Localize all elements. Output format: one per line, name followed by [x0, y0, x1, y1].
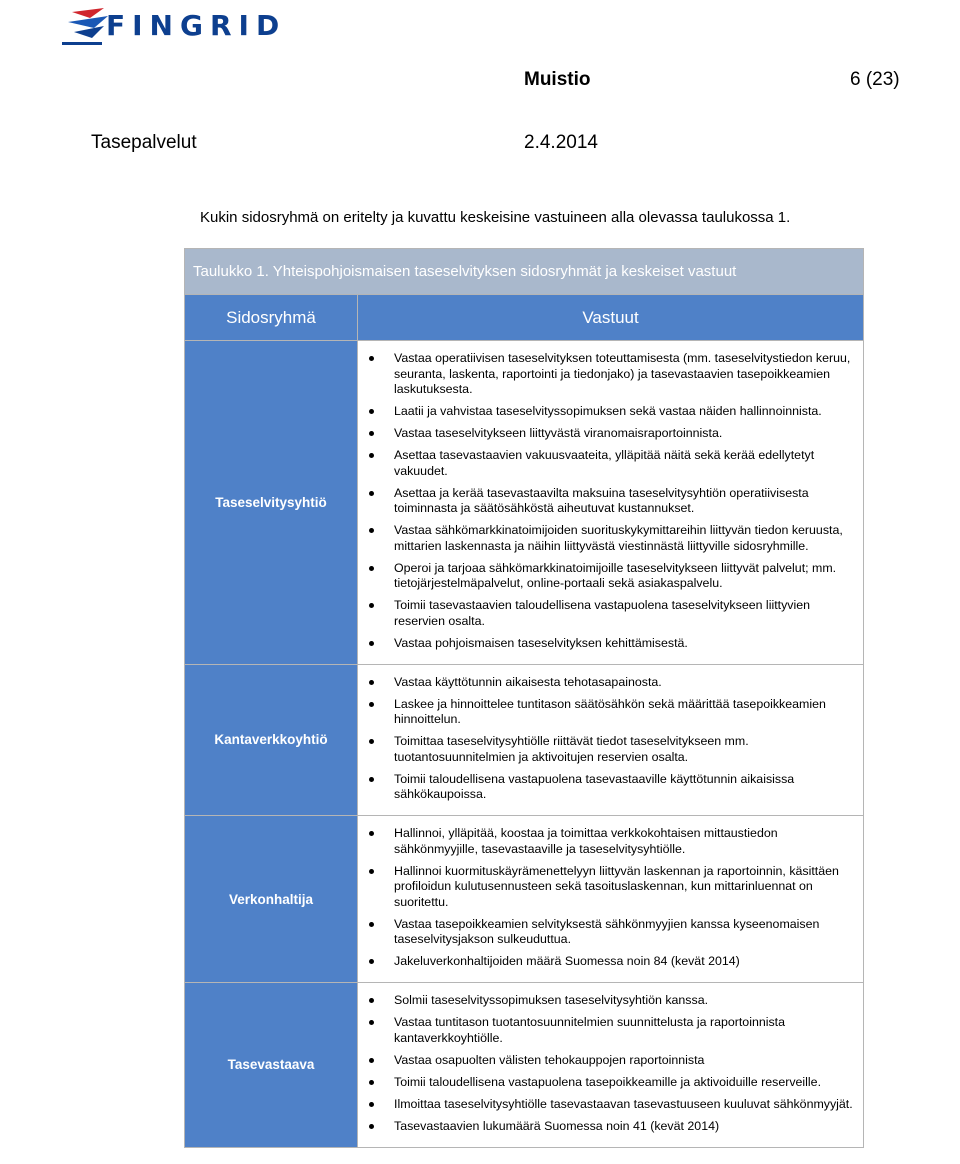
- responsibility-table: [184, 248, 864, 1148]
- list-item: Toimii taloudellisena vastapuolena tasepoikkeamille ja aktivoiduille reserveille.: [394, 1075, 855, 1091]
- list-item: Toimittaa taseselvitysyhtiölle riittävät tiedot taseselvitykseen mm. tuotantosuunnitelmien ja aktivoitujen reservien osalta.: [394, 734, 855, 765]
- list-item: Toimii tasevastaavien taloudellisena vastapuolena taseselvitykseen liittyvien reservien osalta.: [394, 598, 855, 629]
- table-caption: Taulukko 1. Yhteispohjoismaisen taseselvityksen sidosryhmät ja keskeiset vastuut: [185, 249, 864, 295]
- group-name: Taseselvitysyhtiö: [185, 341, 358, 665]
- group-name: Verkonhaltija: [185, 816, 358, 983]
- table-row: [185, 341, 864, 665]
- list-item: Asettaa ja kerää tasevastaavilta maksuina taseselvitysyhtiön operatiivisesta toiminnasta ja säätösähköstä aiheutuvat kustannukset.: [394, 486, 855, 517]
- logo-wordmark: FINGRID: [106, 9, 287, 42]
- list-item: Toimii taloudellisena vastapuolena tasevastaaville käyttötunnin aikaisissa sähkökaupoissa.: [394, 772, 855, 803]
- responsibility-list: [358, 816, 863, 982]
- list-item: Hallinnoi, ylläpitää, koostaa ja toimittaa verkkokohtaisen mittaustiedon sähkönmyyjille, tasevastaaville ja taseselvitysyhtiölle.: [394, 826, 855, 857]
- intro-paragraph: Kukin sidosryhmä on eritelty ja kuvattu keskeisine vastuineen alla olevassa taulukossa 1.: [200, 209, 791, 226]
- table-row: [185, 816, 864, 983]
- list-item: Operoi ja tarjoaa sähkömarkkinatoimijoille taseselvitykseen liittyvät palvelut; mm. tietojärjestelmäpalvelut, online-portaali sekä asiakaspalvelu.: [394, 561, 855, 592]
- responsibility-list: [358, 341, 863, 664]
- list-item: Solmii taseselvityssopimuksen taseselvitysyhtiön kanssa.: [394, 993, 855, 1009]
- document-date: 2.4.2014: [524, 132, 598, 153]
- list-item: Vastaa taseselvitykseen liittyvästä viranomaisraportoinnista.: [394, 426, 855, 442]
- list-item: Vastaa osapuolten välisten tehokauppojen raportoinnista: [394, 1053, 855, 1069]
- list-item: Vastaa käyttötunnin aikaisesta tehotasapainosta.: [394, 675, 855, 691]
- list-item: Tasevastaavien lukumäärä Suomessa noin 41 (kevät 2014): [394, 1119, 855, 1135]
- list-item: Vastaa tuntitason tuotantosuunnitelmien suunnittelusta ja raportoinnista kantaverkkoyhtiölle.: [394, 1015, 855, 1046]
- responsibility-list: [358, 665, 863, 816]
- list-item: Jakeluverkonhaltijoiden määrä Suomessa noin 84 (kevät 2014): [394, 954, 855, 970]
- column-header-stakeholder: Sidosryhmä: [185, 295, 358, 341]
- list-item: Vastaa sähkömarkkinatoimijoiden suorituskykymittareihin liittyvän tiedon keruusta, mittarien laskennasta ja näihin liittyvästä viestinnästä liittyville sidosryhmille.: [394, 523, 855, 554]
- list-item: Vastaa tasepoikkeamien selvityksestä sähkönmyyjien kanssa kyseenomaisen taseselvitysjakson sulkeuduttua.: [394, 917, 855, 948]
- list-item: Ilmoittaa taseselvitysyhtiölle tasevastaavan tasevastuuseen kuuluvat sähkönmyyjät.: [394, 1097, 855, 1113]
- list-item: Laskee ja hinnoittelee tuntitason säätösähkön sekä määrittää tasepoikkeamien hinnoittelun.: [394, 697, 855, 728]
- page-number: 6 (23): [850, 69, 900, 90]
- list-item: Vastaa operatiivisen taseselvityksen toteuttamisesta (mm. taseselvitystiedon keruu, seuranta, laskenta, raportointi ja tiedonjako) ja tasevastaavien tasepoikkeamien laskutuksesta.: [394, 351, 855, 398]
- column-header-responsibilities: Vastuut: [358, 295, 864, 341]
- responsibility-list: [358, 983, 863, 1147]
- table-row: [185, 983, 864, 1148]
- department: Tasepalvelut: [91, 132, 197, 153]
- group-name: Kantaverkkoyhtiö: [185, 664, 358, 816]
- document-type: Muistio: [524, 69, 591, 90]
- list-item: Asettaa tasevastaavien vakuusvaateita, ylläpitää näitä sekä kerää edellytetyt vakuudet.: [394, 448, 855, 479]
- group-name: Tasevastaava: [185, 983, 358, 1148]
- list-item: Laatii ja vahvistaa taseselvityssopimuksen sekä vastaa näiden hallinnoinnista.: [394, 404, 855, 420]
- table-row: [185, 664, 864, 816]
- list-item: Hallinnoi kuormituskäyrämenettelyyn liittyvän laskennan ja raportoinnin, käsittäen profiloidun kulutusennusteen sekä tasoituslaskennan, kun mittarinluennat on suoritettu.: [394, 864, 855, 911]
- list-item: Vastaa pohjoismaisen taseselvityksen kehittämisestä.: [394, 636, 855, 652]
